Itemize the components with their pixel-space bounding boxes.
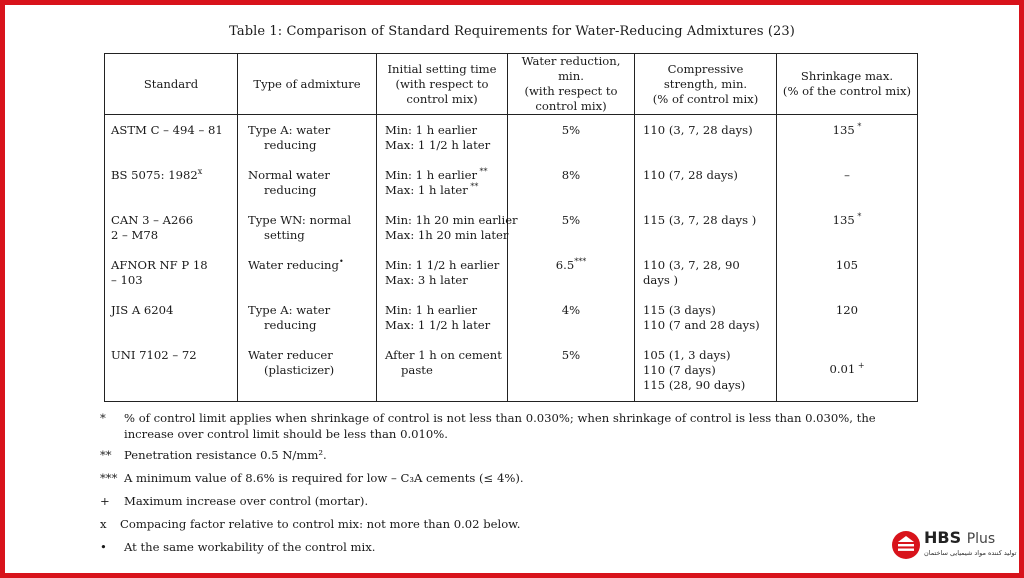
cell-shrinkage	[777, 340, 918, 402]
water-reduction-value: 5%	[561, 123, 581, 137]
cell-standard	[105, 295, 238, 340]
water-reduction-value: 4%	[561, 302, 581, 317]
column-header-line: control mix)	[535, 99, 607, 113]
footnote-mark: *	[854, 122, 862, 132]
strength-line: 115 (3, 7, 28 days )	[643, 212, 757, 227]
cell-standard	[105, 205, 238, 250]
cell-standard	[105, 340, 238, 402]
column-header	[377, 54, 508, 115]
standard-line: UNI 7102 – 72	[111, 347, 197, 362]
setting-line: After 1 h on cement	[385, 347, 502, 362]
column-header-line: Type of admixture	[253, 76, 361, 91]
strength-line: 115 (3 days)	[643, 302, 716, 317]
cell-setting-time	[377, 160, 508, 205]
cell-setting-time	[377, 205, 518, 250]
table-header-row	[105, 54, 918, 115]
column-header	[508, 54, 635, 115]
footnote-symbol: ***	[100, 471, 118, 485]
cell-shrinkage	[777, 295, 918, 340]
table-caption: Table 1: Comparison of Standard Requirements for Water-Reducing Admixtures (23)	[229, 24, 795, 39]
cell-admixture	[238, 340, 377, 402]
column-header-line: (with respect to	[395, 76, 489, 91]
column-header	[105, 54, 238, 115]
column-header-line: Standard	[143, 76, 199, 91]
setting-line: Min: 1h 20 min earlier	[385, 212, 518, 227]
setting-line: Min: 1 h earlier	[385, 123, 477, 137]
cell-admixture	[238, 115, 377, 160]
cell-standard	[105, 250, 238, 295]
cell-compressive-strength	[635, 160, 777, 205]
footnote-text: Penetration resistance 0.5 N/mm².	[124, 448, 327, 462]
column-header	[777, 54, 918, 115]
table-row	[105, 340, 918, 402]
shrinkage-value: 0.01	[829, 361, 856, 376]
column-header-line: (% of control mix)	[652, 91, 759, 106]
footnote-symbol: x	[100, 517, 107, 531]
admixture-line: Type A: water	[248, 302, 331, 317]
shrinkage-value: 120	[835, 302, 859, 317]
footnote-text: At the same workability of the control mix.	[124, 540, 376, 554]
cell-setting-time	[377, 250, 508, 295]
column-header-line: Compressive	[667, 61, 744, 76]
footnote-text: % of control limit applies when shrinkage of control is not less than 0.030%; when shrinkage of control is less than 0.030%, the increase over control limit should be less than 0.010%.	[124, 411, 876, 441]
column-header-line: control mix)	[406, 91, 478, 106]
strength-line: 115 (28, 90 days)	[643, 377, 746, 392]
table-row	[105, 160, 918, 205]
cell-shrinkage	[777, 115, 918, 160]
footnote-text: A minimum value of 8.6% is required for low – C₃A cements (≤ 4%).	[124, 471, 524, 485]
cell-setting-time	[377, 295, 508, 340]
strength-line: 110 (7 and 28 days)	[643, 317, 760, 332]
standard-line: – 103	[111, 272, 143, 287]
column-header-line: (with respect to	[524, 84, 618, 98]
standards-table	[104, 53, 918, 402]
footnote-text: Maximum increase over control (mortar).	[124, 494, 369, 508]
table-row	[105, 115, 918, 160]
strength-line: 110 (7 days)	[643, 362, 716, 377]
footnote-mark: ***	[574, 256, 587, 266]
strength-line: 105 (1, 3 days)	[643, 347, 731, 362]
cell-setting-time	[377, 340, 508, 402]
footnote-mark: •	[338, 256, 344, 266]
admixture-line: reducing	[264, 317, 317, 332]
cell-admixture	[238, 295, 377, 340]
logo-tagline: تولید کننده مواد شیمیایی ساختمان	[924, 549, 1017, 557]
standard-line: AFNOR NF P 18	[111, 257, 208, 272]
hbs-logo-icon	[891, 530, 921, 560]
cell-water-reduction	[508, 160, 635, 205]
shrinkage-value: 135	[832, 212, 855, 227]
setting-line: Max: 1h 20 min later	[385, 227, 509, 242]
admixture-line: Water reducing•	[248, 256, 344, 272]
cell-compressive-strength	[635, 340, 777, 402]
footnote-symbol: •	[100, 540, 107, 554]
cell-compressive-strength	[635, 250, 777, 295]
setting-line: Min: 1 h earlier	[385, 302, 477, 317]
cell-admixture	[238, 250, 377, 295]
standard-line: BS 5075: 1982$^x$	[111, 166, 203, 182]
admixture-line: setting	[264, 227, 305, 242]
standard-line: 2 – M78	[111, 227, 159, 242]
column-header-line: Water reduction, min.	[521, 54, 621, 83]
table-row	[105, 205, 918, 250]
water-reduction-value: 8%	[561, 167, 581, 182]
setting-line: Max: 1 h later **	[385, 181, 479, 197]
footnote-mark: **	[477, 166, 488, 176]
footnote-text: Compacing factor relative to control mix: not more than 0.02 below.	[120, 517, 521, 531]
setting-line: Max: 3 h later	[385, 272, 468, 287]
table-body	[105, 115, 918, 402]
column-header-line: Initial setting time	[387, 61, 497, 76]
admixture-line: Normal water	[248, 167, 330, 182]
admixture-line: Water reducer	[248, 347, 333, 362]
cell-compressive-strength	[635, 115, 777, 160]
cell-water-reduction	[508, 250, 635, 295]
column-header-line: (% of the control mix)	[782, 84, 912, 98]
logo-plus: Plus	[966, 531, 996, 547]
footnote-mark: *	[854, 211, 862, 221]
setting-line: paste	[401, 362, 433, 377]
standard-line: JIS A 6204	[111, 302, 174, 317]
setting-line: Max: 1 1/2 h later	[385, 138, 491, 152]
strength-line: 110 (3, 7, 28, 90 days )	[643, 257, 740, 287]
column-header	[238, 54, 377, 115]
cell-shrinkage	[777, 160, 918, 205]
cell-compressive-strength	[635, 295, 777, 340]
cell-water-reduction	[508, 295, 635, 340]
footnote-mark: x	[197, 166, 203, 176]
cell-standard	[105, 115, 238, 160]
shrinkage-value: 135	[832, 123, 855, 137]
table-row	[105, 295, 918, 340]
shrinkage-value: –	[844, 167, 850, 182]
water-reduction-value: 5%	[561, 212, 581, 227]
cell-admixture	[238, 160, 377, 205]
setting-line: Min: 1 h earlier **	[385, 166, 488, 182]
footnote-symbol: **	[100, 448, 112, 462]
hbs-plus-logo	[891, 527, 1017, 563]
logo-brand: HBS	[924, 528, 962, 547]
strength-line: 110 (3, 7, 28 days)	[643, 123, 753, 137]
column-header-line: Shrinkage max.	[800, 69, 894, 83]
standard-line: CAN 3 – A266	[111, 212, 194, 227]
cell-admixture	[238, 205, 377, 250]
cell-compressive-strength	[635, 205, 777, 250]
table-row	[105, 250, 918, 295]
logo-brand-text	[924, 528, 995, 547]
admixture-line: reducing	[264, 138, 317, 152]
cell-water-reduction	[508, 340, 635, 402]
shrinkage-value: 105	[835, 257, 859, 272]
cell-shrinkage	[777, 205, 918, 250]
water-reduction-value: 6.5	[555, 257, 575, 272]
admixture-line: Type A: water	[248, 123, 331, 137]
standard-line: ASTM C – 494 – 81	[111, 123, 223, 137]
footnote-symbol: *	[100, 411, 106, 425]
footnote-mark: +	[855, 360, 865, 370]
strength-line: 110 (7, 28 days)	[643, 167, 738, 182]
cell-water-reduction	[508, 115, 635, 160]
cell-water-reduction	[508, 205, 635, 250]
cell-shrinkage	[777, 250, 918, 295]
setting-line: Max: 1 1/2 h later	[385, 317, 491, 332]
cell-setting-time	[377, 115, 508, 160]
footnote-mark: **	[467, 181, 479, 191]
cell-standard	[105, 160, 238, 205]
admixture-line: (plasticizer)	[264, 362, 335, 377]
footnote-symbol: +	[100, 494, 110, 508]
column-header	[635, 54, 777, 115]
admixture-line: reducing	[264, 182, 317, 197]
admixture-line: Type WN: normal	[248, 212, 352, 227]
setting-line: Min: 1 1/2 h earlier	[385, 257, 500, 272]
column-header-line: strength, min.	[663, 76, 748, 91]
water-reduction-value: 5%	[561, 347, 581, 362]
